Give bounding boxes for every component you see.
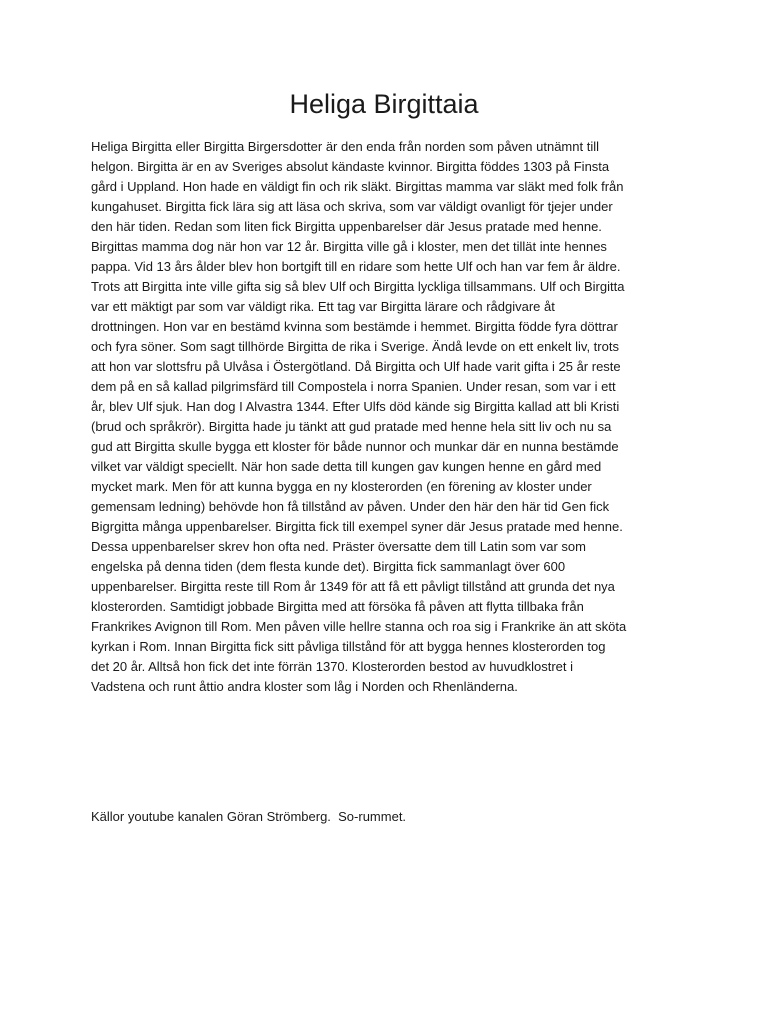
- text-line: vilket var väldigt speciellt. När hon sade detta till kungen gav kungen henne en gård med: [91, 459, 602, 474]
- text-line: Vadstena och runt åttio andra kloster som låg i Norden och Rhenländerna.: [91, 679, 518, 694]
- text-line: Trots att Birgitta inte ville gifta sig så blev Ulf och Birgitta lyckliga tillsammans. Ulf och Birgitta: [91, 279, 625, 294]
- text-line: och fyra söner. Som sagt tillhörde Birgitta de rika i Sverige. Ändå levde on ett enkelt liv, trots: [91, 339, 619, 354]
- text-line: mycket mark. Men för att kunna bygga en ny klosterorden (en förening av kloster under: [91, 479, 592, 494]
- text-line: år, blev Ulf sjuk. Han dog I Alvastra 1344. Efter Ulfs död kände sig Birgitta kallad att bli Kristi: [91, 399, 620, 414]
- text-line: Heliga Birgitta eller Birgitta Birgersdotter är den enda från norden som påven utnämnt till: [91, 139, 599, 154]
- text-line: att hon var slottsfru på Ulvåsa i Östergötland. Då Birgitta och Ulf hade varit gifta i 25 år reste: [91, 359, 621, 374]
- text-line: Dessa uppenbarelser skrev hon ofta ned. Präster översatte dem till Latin som var som: [91, 539, 586, 554]
- document-title: Heliga Birgittaia: [289, 89, 479, 119]
- text-line: Frankrikes Avignon till Rom. Men påven ville hellre stanna och roa sig i Frankrike än att sköta: [91, 619, 627, 634]
- text-line: dem på en så kallad pilgrimsfärd till Compostela i norra Spanien. Under resan, som var i ett: [91, 379, 616, 394]
- text-line: pappa. Vid 13 års ålder blev hon bortgift till en ridare som hette Ulf och han var fem år äldre.: [91, 259, 621, 274]
- text-line: klosterorden. Samtidigt jobbade Birgitta med att försöka få påven att flytta tillbaka från: [91, 599, 584, 614]
- text-line: uppenbarelser. Birgitta reste till Rom år 1349 för att få ett påvligt tillstånd att grunda det nya: [91, 579, 615, 594]
- text-line: gud att Birgitta skulle bygga ett kloster för både nunnor och munkar där en nunna bestämde: [91, 439, 619, 454]
- text-line: (brud och språkrör). Birgitta hade ju tänkt att gud pratade med henne hela sitt liv och nu sa: [91, 419, 612, 434]
- text-line: det 20 år. Alltså hon fick det inte förrän 1370. Klosterorden bestod av huvudklostret i: [91, 659, 574, 674]
- text-line: var ett mäktigt par som var väldigt rika. Ett tag var Birgitta lärare och rådgivare åt: [91, 299, 555, 314]
- text-line: kungahuset. Birgitta fick lära sig att läsa och skriva, som var väldigt ovanligt för tjejer under: [91, 199, 613, 214]
- text-line: gård i Uppland. Hon hade en väldigt fin och rik släkt. Birgittas mamma var släkt med folk från: [91, 179, 624, 194]
- text-line: drottningen. Hon var en bestämd kvinna som bestämde i hemmet. Birgitta födde fyra döttrar: [91, 319, 618, 334]
- body-paragraph: [91, 137, 676, 697]
- text-line: Bigrgitta många uppenbarelser. Birgitta fick till exempel syner där Jesus pratade med henne.: [91, 519, 623, 534]
- text-line: kyrkan i Rom. Innan Birgitta fick sitt påvliga tillstånd för att bygga hennes klosterorden tog: [91, 639, 606, 654]
- sources-line: Källor youtube kanalen Göran Strömberg. So-rummet.: [91, 809, 407, 824]
- text-line: engelska på denna tiden (dem flesta kunde det). Birgitta fick sammanlagt över 600: [91, 559, 566, 574]
- text-line: den här tiden. Redan som liten fick Birgitta uppenbarelser där Jesus pratade med henne.: [91, 219, 602, 234]
- text-line: helgon. Birgitta är en av Sveriges absolut kändaste kvinnor. Birgitta föddes 1303 på Finsta: [91, 159, 610, 174]
- text-line: Birgittas mamma dog när hon var 12 år. Birgitta ville gå i kloster, men det tillät inte hennes: [91, 239, 607, 254]
- text-line: gemensam ledning) behövde hon få tillstånd av påven. Under den här den här tid Gen fick: [91, 499, 610, 514]
